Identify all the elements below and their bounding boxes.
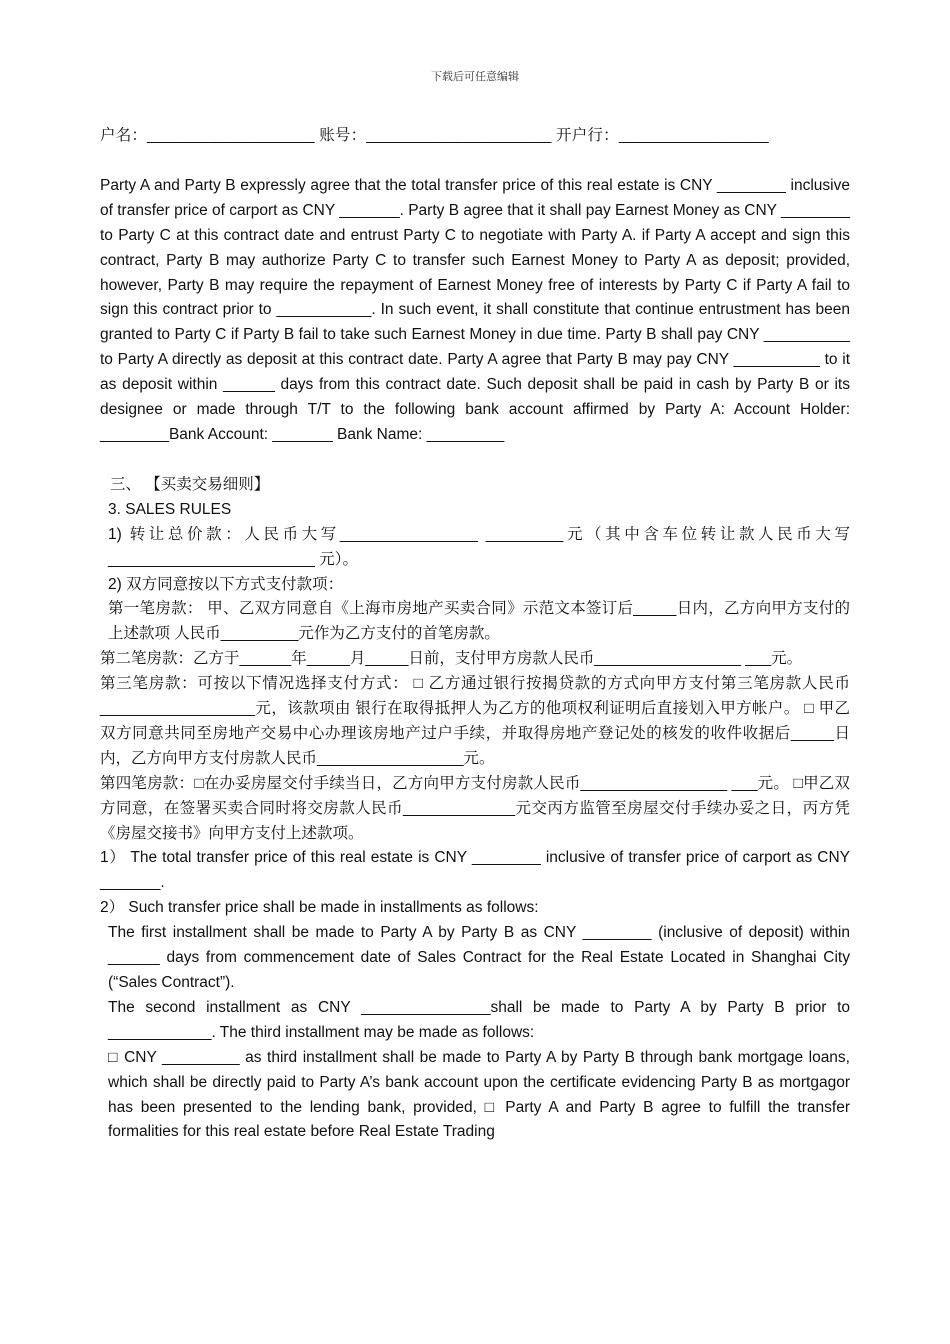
first-payment-cn: 第一笔房款： 甲、乙双方同意自《上海市房地产买卖合同》示范文本签订后_____日内，乙方向甲方支付的上述款项 人民币_________元作为乙方支付的首笔房款。: [108, 600, 850, 643]
third-payment-cn: 第三笔房款：可按以下情况选择支付方式： □ 乙方通过银行按揭贷款的方式向甲方支付第三笔房款人民币__________________元，该款项由 银行在取得抵押人为乙方的他项权利证明后直接划入甲方帐户。 □ 甲乙双方同意共同至房地产交易中心办理该房地产过户手续，并取得房地产登记处的核发的收件收据后_____日内，乙方向甲方支付房款人民币_________________元。: [100, 675, 850, 767]
document-body: [100, 124, 850, 1145]
second-payment-cn: 第二笔房款：乙方于______年_____月_____日前，支付甲方房款人民币_________________ ___元。: [100, 650, 803, 668]
english-deposit-paragraph: Party A and Party B expressly agree that the total transfer price of this real estate is CNY ________ inclusive of transfer price of carport as CNY _______. Party B agree that it shall pay Earnest Money as CNY ________ to Party C at this contract date and entrust Party C to negotiate with Party A. if Party A accept and sign this contract, Party B may authorize Party C to transfer such Earnest Money to Party A as deposit; provided, however, Party B may require the repayment of Earnest Money free of interests by Party C if Party A fail to sign this contract prior to ___________. In such event, it shall constitute that continue entrustment has been granted to Party C if Party B fail to take such Earnest Money in due time. Party B shall pay CNY __________ to Party A directly as deposit at this contract date. Party A agree that Party B may pay CNY __________ to it as deposit within ______ days from this contract date. Such deposit shall be paid in cash by Party B or its designee or made through T/T to the following bank account affirmed by Party A: Account Holder: ________Bank Account: _______ Bank Name: _________: [100, 176, 850, 443]
section-3-title-en: 3. SALES RULES: [108, 500, 232, 518]
section-3-title-cn: 三、 【买卖交易细则】: [110, 475, 270, 493]
item-1-cn: 1) 转让总价款：人民币大写________________ _________元（其中含车位转让款人民币大写________________________ 元）。: [108, 525, 850, 568]
page-header-note: 下载后可任意编辑: [431, 71, 519, 83]
en-second-installment: The second installment as CNY _______________shall be made to Party A by Party B prior to ____________. The third installment may be made as follows:: [108, 998, 850, 1041]
en-item-1: 1） The total transfer price of this real estate is CNY ________ inclusive of transfer price of carport as CNY _______.: [100, 849, 850, 892]
en-first-installment: The first installment shall be made to Party A by Party B as CNY ________ (inclusive of deposit) within ______ days from commencement date of Sales Contract for the Real Estate Located in Shanghai City (“Sales Contract”).: [108, 924, 850, 991]
item-2-cn: 2) 双方同意按以下方式支付款项：: [108, 575, 344, 593]
en-third-installment: □ CNY _________ as third installment shall be made to Party A by Party B through bank mortgage loans, which shall be directly paid to Party A’s bank account upon the certificate evidencing Party B as mortgagor has been presented to the lending bank, provided, □ Party A and Party B agree to fulfill the transfer formalities for this real estate before Real Estate Trading: [108, 1048, 850, 1141]
en-item-2: 2） Such transfer price shall be made in installments as follows:: [100, 899, 539, 917]
fourth-payment-cn: 第四笔房款：□在办妥房屋交付手续当日，乙方向甲方支付房款人民币_________________ ___元。 □甲乙双方同意，在签署买卖合同时将交房款人民币_____________元交丙方监管至房屋交付手续办妥之日，丙方凭《房屋交接书》向甲方支付上述款项。: [100, 774, 850, 842]
bank-account-line: 户名：___________________ 账号：_____________________ 开户行：_________________: [100, 127, 769, 144]
